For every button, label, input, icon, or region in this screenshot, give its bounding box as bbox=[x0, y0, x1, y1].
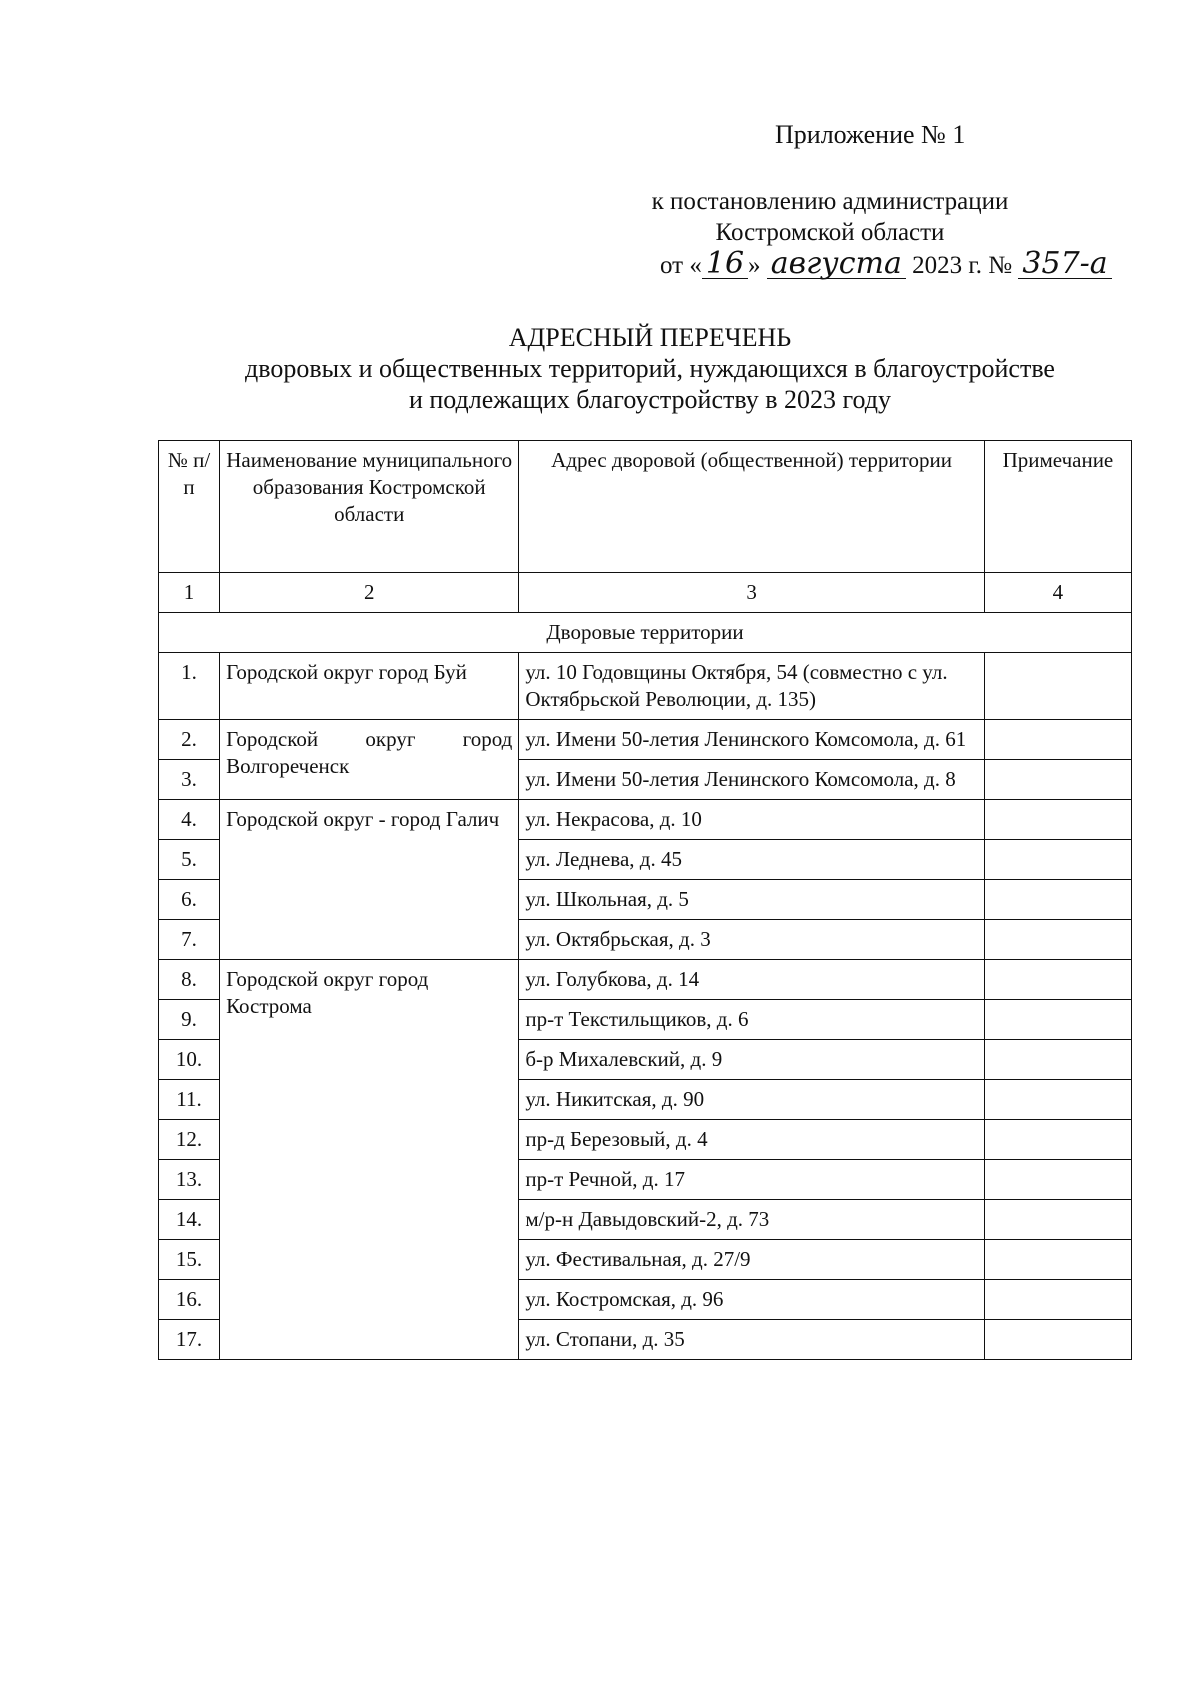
row-number: 10. bbox=[159, 1040, 220, 1080]
address-cell: ул. 10 Годовщины Октября, 54 (совместно с ул. Октябрьской Революции, д. 135) bbox=[519, 653, 984, 720]
note-cell bbox=[984, 1280, 1131, 1320]
address-text: ул. Имени 50-летия Ленинского Комсомола, д. 8 bbox=[525, 767, 956, 791]
col-number-4: 4 bbox=[984, 573, 1131, 613]
municipality-cell: Городской округ город Буй bbox=[220, 653, 519, 720]
header-addr: Адрес дворовой (общественной) территории bbox=[519, 441, 984, 573]
address-cell: ул. Леднева, д. 45 bbox=[519, 840, 984, 880]
note-cell bbox=[984, 1080, 1131, 1120]
row-number: 15. bbox=[159, 1240, 220, 1280]
decree-reference bbox=[620, 186, 1040, 248]
col-number-2: 2 bbox=[220, 573, 519, 613]
address-cell: ул. Школьная, д. 5 bbox=[519, 880, 984, 920]
title-line1: АДРЕСНЫЙ ПЕРЕЧЕНЬ bbox=[508, 323, 792, 352]
address-cell: ул. Некрасова, д. 10 bbox=[519, 800, 984, 840]
address-cell: ул. Голубкова, д. 14 bbox=[519, 960, 984, 1000]
date-mid: » bbox=[748, 252, 761, 279]
date-year: 2023 г. № bbox=[912, 252, 1013, 279]
row-number: 3. bbox=[159, 760, 220, 800]
table-row bbox=[159, 800, 1132, 840]
row-number: 11. bbox=[159, 1080, 220, 1120]
note-cell bbox=[984, 1160, 1131, 1200]
row-number: 4. bbox=[159, 800, 220, 840]
address-cell: б-р Михалевский, д. 9 bbox=[519, 1040, 984, 1080]
date-month-handwritten: августа bbox=[767, 250, 906, 279]
column-number-row bbox=[159, 573, 1132, 613]
row-number: 17. bbox=[159, 1320, 220, 1360]
address-cell bbox=[519, 720, 984, 760]
row-number: 16. bbox=[159, 1280, 220, 1320]
row-number: 1. bbox=[159, 653, 220, 720]
row-number: 6. bbox=[159, 880, 220, 920]
decree-number-handwritten: 357-а bbox=[1018, 250, 1111, 279]
row-number: 8. bbox=[159, 960, 220, 1000]
note-cell bbox=[984, 760, 1131, 800]
decree-date-line bbox=[660, 246, 1112, 281]
col-number-1: 1 bbox=[159, 573, 220, 613]
municipality-cell: Городской округ - город Галич bbox=[220, 800, 519, 960]
address-cell: пр-т Текстильщиков, д. 6 bbox=[519, 1000, 984, 1040]
date-prefix: от « bbox=[660, 252, 702, 279]
row-number: 14. bbox=[159, 1200, 220, 1240]
note-cell bbox=[984, 840, 1131, 880]
address-text: ул. Имени 50-летия Ленинского Комсомола, д. 61 bbox=[525, 727, 967, 751]
col-number-3: 3 bbox=[519, 573, 984, 613]
table-row bbox=[159, 720, 1132, 760]
section-row bbox=[159, 613, 1132, 653]
address-cell bbox=[519, 760, 984, 800]
address-cell: ул. Никитская, д. 90 bbox=[519, 1080, 984, 1120]
row-number: 5. bbox=[159, 840, 220, 880]
decree-reference-line1: к постановлению администрации bbox=[651, 188, 1009, 215]
note-cell bbox=[984, 1000, 1131, 1040]
note-cell bbox=[984, 880, 1131, 920]
row-number: 13. bbox=[159, 1160, 220, 1200]
note-cell bbox=[984, 800, 1131, 840]
note-cell bbox=[984, 1320, 1131, 1360]
title-line2: дворовых и общественных территорий, нуждающихся в благоустройстве bbox=[245, 354, 1055, 383]
table-row bbox=[159, 653, 1132, 720]
municipality-cell: Городской округ город Кострома bbox=[220, 960, 519, 1360]
address-cell: ул. Костромская, д. 96 bbox=[519, 1280, 984, 1320]
address-cell: пр-т Речной, д. 17 bbox=[519, 1160, 984, 1200]
note-cell bbox=[984, 960, 1131, 1000]
address-cell: м/р-н Давыдовский-2, д. 73 bbox=[519, 1200, 984, 1240]
municipality-cell bbox=[220, 720, 519, 800]
title-line3: и подлежащих благоустройству в 2023 году bbox=[408, 385, 892, 414]
address-cell: пр-д Березовый, д. 4 bbox=[519, 1120, 984, 1160]
address-cell: ул. Фестивальная, д. 27/9 bbox=[519, 1240, 984, 1280]
note-cell bbox=[984, 920, 1131, 960]
table-row bbox=[159, 960, 1132, 1000]
date-day-handwritten: 16 bbox=[702, 250, 748, 279]
row-number: 9. bbox=[159, 1000, 220, 1040]
header-num: № п/п bbox=[159, 441, 220, 573]
municipality-name: Городской округ город Волгореченск bbox=[226, 727, 513, 778]
row-number: 12. bbox=[159, 1120, 220, 1160]
header-name: Наименование муниципального образования Костромской области bbox=[220, 441, 519, 573]
note-cell bbox=[984, 1200, 1131, 1240]
header-note: Примечание bbox=[984, 441, 1131, 573]
note-cell bbox=[984, 1240, 1131, 1280]
address-cell: ул. Октябрьская, д. 3 bbox=[519, 920, 984, 960]
note-cell bbox=[984, 720, 1131, 760]
row-number: 2. bbox=[159, 720, 220, 760]
table-header-row bbox=[159, 441, 1132, 573]
appendix-label: Приложение № 1 bbox=[775, 120, 966, 149]
section-title: Дворовые территории bbox=[159, 613, 1132, 653]
note-cell bbox=[984, 653, 1131, 720]
document-title bbox=[150, 322, 1150, 415]
address-cell: ул. Стопани, д. 35 bbox=[519, 1320, 984, 1360]
row-number: 7. bbox=[159, 920, 220, 960]
note-cell bbox=[984, 1040, 1131, 1080]
note-cell bbox=[984, 1120, 1131, 1160]
address-table bbox=[158, 440, 1132, 1360]
decree-reference-line2: Костромской области bbox=[715, 219, 945, 246]
